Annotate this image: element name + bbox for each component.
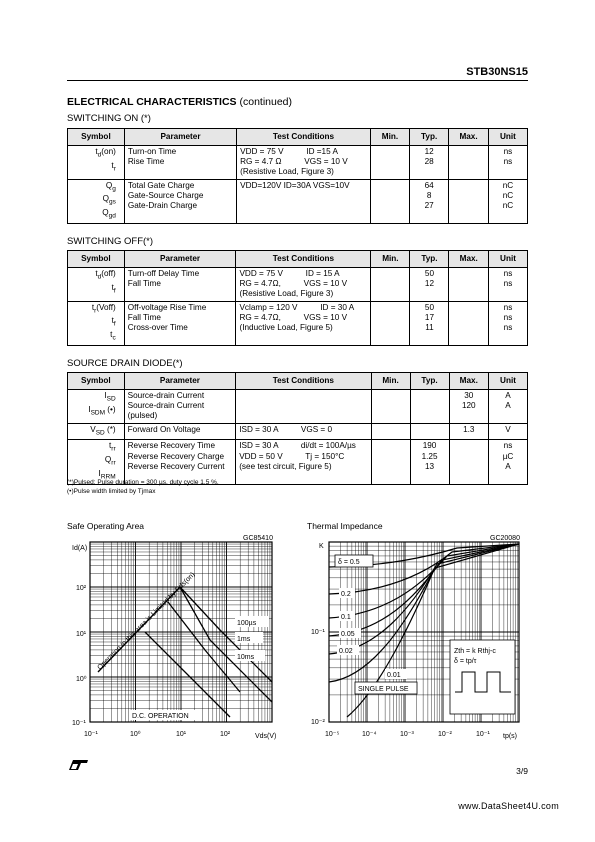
symbol-cell xyxy=(68,179,125,224)
conditions-cell xyxy=(236,268,371,302)
cell-line xyxy=(375,401,407,411)
col-header: Test Conditions xyxy=(237,129,371,146)
thermal-label-0-5: δ = 0.5 xyxy=(338,559,360,566)
st-logo xyxy=(67,758,89,772)
thermal-label-0-02: 0.02 xyxy=(339,648,353,655)
cell-line: (see test circuit, Figure 5) xyxy=(239,461,332,471)
cell-line xyxy=(453,441,485,451)
thermal-ylabel: K xyxy=(319,543,324,550)
unit-cell xyxy=(489,440,528,485)
col-header: Parameter xyxy=(124,129,236,146)
thermal-formula-zth: Zth = k Rthj-c xyxy=(454,648,496,655)
cell-line: 12 xyxy=(424,279,434,289)
col-header: Parameter xyxy=(124,251,236,268)
cell-line xyxy=(374,157,406,167)
cell-line: ns xyxy=(503,323,513,333)
cell-line: Source-drain Current (pulsed) xyxy=(127,401,205,421)
cell-line: Turn-on Time xyxy=(127,147,177,156)
soa-label-1ms: 1ms xyxy=(237,636,251,643)
cell-line xyxy=(374,323,406,333)
typ-cell xyxy=(410,390,449,424)
cell-line xyxy=(374,303,406,313)
col-header: Unit xyxy=(489,373,528,390)
switching-off-table xyxy=(67,250,528,346)
switching-on-title: SWITCHING ON (*) xyxy=(67,113,151,124)
cell-line: Cross-over Time xyxy=(127,323,188,333)
cell-line xyxy=(414,391,446,401)
cell-line xyxy=(452,181,485,191)
cell-line: $V_{SD}$ (*) xyxy=(90,424,116,437)
cell-line: 50 xyxy=(424,302,434,312)
cell-line: Reverse Recovery Current xyxy=(127,461,225,471)
conditions-cell xyxy=(237,179,371,224)
cell-line xyxy=(452,303,485,313)
cell-line: (Resistive Load, Figure 3) xyxy=(239,289,334,299)
cell-line xyxy=(239,391,367,401)
section-title-text: ELECTRICAL CHARACTERISTICS xyxy=(67,96,237,108)
col-header: Unit xyxy=(488,129,527,146)
max-cell xyxy=(449,423,488,440)
page-number: 3/9 xyxy=(516,766,528,776)
conditions-cell xyxy=(236,390,371,424)
thermal-xtick-m5: 10⁻⁵ xyxy=(325,731,340,738)
col-header: Min. xyxy=(370,129,409,146)
symbol-cell xyxy=(68,390,125,424)
parameter-cell xyxy=(124,301,236,346)
unit-cell xyxy=(488,268,527,302)
typ-cell xyxy=(410,440,449,485)
cell-line: $I_{SD}$ xyxy=(104,391,116,403)
symbol-cell xyxy=(68,146,125,180)
typ-cell xyxy=(410,268,449,302)
cell-line: nC xyxy=(502,201,514,211)
cell-line: VDD = 75 V ID = 15 A xyxy=(239,269,340,278)
section-title-suffix: (continued) xyxy=(239,96,293,108)
thermal-label-0-1: 0.1 xyxy=(341,614,351,621)
cell-line: 11 xyxy=(425,323,434,333)
cell-line: $Q_g$ xyxy=(105,180,116,193)
cell-line: Reverse Recovery Time xyxy=(127,441,215,451)
soa-label-10ms: 10ms xyxy=(237,654,255,661)
cell-line xyxy=(452,147,485,157)
min-cell xyxy=(371,440,410,485)
max-cell xyxy=(449,390,488,424)
cell-line: V xyxy=(505,424,511,434)
col-header: Symbol xyxy=(68,129,125,146)
parameter-cell xyxy=(124,390,236,424)
soa-limit-annotation: Operation in this area is Limited by Rds(on) xyxy=(96,571,197,672)
thermal-xlabel: tp(s) xyxy=(503,733,517,740)
table-row xyxy=(68,268,528,302)
thermal-xtick-m4: 10⁻⁴ xyxy=(362,731,377,738)
cell-line xyxy=(374,313,406,323)
cell-line xyxy=(374,147,406,157)
cell-line: Gate-Drain Charge xyxy=(127,201,198,211)
cell-line xyxy=(452,157,485,167)
cell-line: Vclamp = 120 V ID = 30 A xyxy=(239,302,355,312)
cell-line: Gate-Source Charge xyxy=(127,190,204,200)
thermal-formula-delta: δ = tp/τ xyxy=(454,658,477,665)
min-cell xyxy=(371,390,410,424)
symbol-cell xyxy=(68,301,125,346)
cell-line: ns xyxy=(503,147,513,156)
cell-line xyxy=(414,425,446,435)
cell-line xyxy=(375,425,407,435)
cell-line: Fall Time xyxy=(127,279,161,289)
typ-cell xyxy=(410,146,449,180)
cell-line: ns xyxy=(503,157,513,167)
soa-xlabel: Vds(V) xyxy=(255,733,277,740)
cell-line: A xyxy=(505,401,511,411)
max-cell xyxy=(449,440,488,485)
soa-xtick-m1: 10⁻¹ xyxy=(84,731,98,738)
parameter-cell xyxy=(124,146,236,180)
soa-code: GC85410 xyxy=(243,535,273,542)
cell-line: $Q_{rr}$ xyxy=(104,455,116,467)
cell-line: ns xyxy=(503,302,513,312)
cell-line: Reverse Recovery Charge xyxy=(127,451,225,461)
soa-dc-label: D.C. OPERATION xyxy=(132,713,189,720)
thermal-label-0-2: 0.2 xyxy=(341,591,351,598)
part-number: STB30NS15 xyxy=(466,66,528,78)
table-row xyxy=(68,179,528,224)
cell-line: RG = 4.7Ω, VGS = 10 V xyxy=(239,312,348,322)
source-drain-table xyxy=(67,372,528,485)
cell-line: Source-drain Current xyxy=(127,391,205,400)
cell-line: RG = 4.7Ω, VGS = 10 V xyxy=(239,279,348,289)
cell-line: 120 xyxy=(461,401,476,411)
cell-line xyxy=(452,279,485,289)
symbol-cell xyxy=(68,268,125,302)
parameter-cell xyxy=(124,179,236,224)
cell-line: $t_r(Voff)$ xyxy=(91,302,116,315)
soa-ytick-1: 10¹ xyxy=(76,631,87,638)
thermal-xtick-m2: 10⁻² xyxy=(438,731,452,738)
cell-line: Off-voltage Rise Time xyxy=(127,302,207,312)
cell-line: 1.3 xyxy=(463,424,475,434)
cell-line: Rise Time xyxy=(127,157,165,167)
cell-line xyxy=(452,201,485,211)
cell-line: A xyxy=(505,391,511,400)
cell-line xyxy=(375,391,407,401)
section-title xyxy=(67,96,292,108)
col-header: Symbol xyxy=(68,251,125,268)
cell-line: Fall Time xyxy=(127,312,161,322)
cell-line: A xyxy=(505,461,511,471)
col-header: Symbol xyxy=(68,373,125,390)
unit-cell xyxy=(488,301,527,346)
unit-cell xyxy=(488,146,527,180)
cell-line: 27 xyxy=(424,201,434,211)
soa-xtick-2: 10² xyxy=(220,731,231,738)
cell-line: (Resistive Load, Figure 3) xyxy=(240,167,334,177)
cell-line xyxy=(452,313,485,323)
conditions-cell xyxy=(236,423,371,440)
table-row xyxy=(68,301,528,346)
cell-line xyxy=(374,269,406,279)
symbol-cell xyxy=(68,423,125,440)
table-row xyxy=(68,390,528,424)
soa-label-100us: 100µs xyxy=(237,620,257,627)
conditions-cell xyxy=(237,146,371,180)
cell-line: VDD = 75 V ID =15 A xyxy=(240,147,338,156)
note-pulsed: (*)Pulsed: Pulse duration = 300 µs, duty cycle 1.5 %. xyxy=(67,479,219,486)
cell-line: 17 xyxy=(424,312,434,322)
cell-line: RG = 4.7 Ω VGS = 10 V xyxy=(240,157,348,167)
cell-line: ns xyxy=(503,441,513,451)
unit-cell xyxy=(489,390,528,424)
cell-line: Forward On Voltage xyxy=(127,424,201,434)
cell-line: 190 xyxy=(422,441,437,451)
thermal-caption: Thermal Impedance xyxy=(307,521,383,531)
switching-on-table xyxy=(67,128,528,224)
max-cell xyxy=(449,301,489,346)
soa-xtick-1: 10¹ xyxy=(176,731,187,738)
soa-ytick-m1: 10⁻¹ xyxy=(72,720,86,727)
cell-line: 64 xyxy=(424,180,434,190)
col-header: Test Conditions xyxy=(236,373,371,390)
cell-line: (Inductive Load, Figure 5) xyxy=(239,323,333,333)
thermal-code: GC20080 xyxy=(490,535,520,542)
cell-line xyxy=(375,461,407,471)
source-drain-title: SOURCE DRAIN DIODE(*) xyxy=(67,358,183,369)
cell-line: $t_f$ xyxy=(111,316,116,329)
thermal-xtick-m3: 10⁻³ xyxy=(400,731,414,738)
col-header: Unit xyxy=(488,251,527,268)
min-cell xyxy=(371,301,410,346)
min-cell xyxy=(371,268,410,302)
cell-line: Total Gate Charge xyxy=(127,180,195,190)
min-cell xyxy=(370,179,409,224)
cell-line: µC xyxy=(502,451,514,461)
cell-line: VDD=120V ID=30A VGS=10V xyxy=(240,180,350,190)
cell-line xyxy=(453,451,485,461)
soa-ylabel: Id(A) xyxy=(72,545,88,552)
switching-off-title: SWITCHING OFF(*) xyxy=(67,236,154,247)
cell-line: ns xyxy=(503,269,513,278)
typ-cell xyxy=(410,179,449,224)
col-header: Parameter xyxy=(124,373,236,390)
min-cell xyxy=(371,423,410,440)
col-header: Typ. xyxy=(410,251,449,268)
typ-cell xyxy=(410,301,449,346)
col-header: Test Conditions xyxy=(236,251,371,268)
cell-line: $Q_{gs}$ xyxy=(102,194,116,207)
thermal-label-0-01: 0.01 xyxy=(387,672,401,679)
soa-xtick-0: 10⁰ xyxy=(130,731,141,738)
cell-line: $t_r$ xyxy=(111,160,116,173)
cell-line xyxy=(374,201,406,211)
cell-line: 12 xyxy=(424,147,434,156)
cell-line xyxy=(452,269,485,279)
col-header: Min. xyxy=(371,251,410,268)
cell-line: nC xyxy=(502,180,514,190)
cell-line xyxy=(375,451,407,461)
cell-line: $t_f$ xyxy=(111,282,116,295)
cell-line xyxy=(452,191,485,201)
cell-line xyxy=(375,441,407,451)
typ-cell xyxy=(410,423,449,440)
cell-line: Turn-off Delay Time xyxy=(127,269,200,278)
parameter-cell xyxy=(124,268,236,302)
cell-line: ns xyxy=(503,312,513,322)
thermal-ytick-m1: 10⁻¹ xyxy=(311,629,325,636)
col-header: Max. xyxy=(449,129,489,146)
thermal-ytick-m2: 10⁻² xyxy=(311,719,325,726)
unit-cell xyxy=(488,179,527,224)
min-cell xyxy=(370,146,409,180)
max-cell xyxy=(449,268,489,302)
cell-line: 1.25 xyxy=(421,451,438,461)
cell-line: $t_d(on)$ xyxy=(95,147,116,159)
cell-line: ns xyxy=(503,279,513,289)
cell-line: 13 xyxy=(424,461,435,471)
cell-line: $t_{rr}$ xyxy=(109,441,116,454)
thermal-label-0-05: 0.05 xyxy=(341,631,355,638)
table-row xyxy=(68,423,528,440)
thermal-xtick-m1: 10⁻¹ xyxy=(476,731,490,738)
cell-line: 30 xyxy=(464,391,474,400)
cell-line: ISD = 30 A di/dt = 100A/µs xyxy=(239,441,356,451)
conditions-cell xyxy=(236,301,371,346)
cell-line xyxy=(414,401,446,411)
cell-line xyxy=(374,279,406,289)
cell-line: $t_c$ xyxy=(110,330,116,342)
soa-ytick-0: 10⁰ xyxy=(76,676,87,683)
cell-line xyxy=(374,181,406,191)
soa-caption: Safe Operating Area xyxy=(67,521,145,531)
cell-line: nC xyxy=(502,190,514,200)
soa-graph xyxy=(70,532,288,744)
cell-line: $t_d(off)$ xyxy=(95,269,116,281)
cell-line: $Q_{gd}$ xyxy=(102,208,116,220)
table-row xyxy=(68,146,528,180)
header-rule xyxy=(67,80,528,81)
cell-line xyxy=(453,461,485,471)
cell-line: $I_{RRM}$ xyxy=(98,469,116,481)
col-header: Typ. xyxy=(410,373,449,390)
cell-line: 28 xyxy=(424,157,434,167)
cell-line: 50 xyxy=(424,269,434,278)
cell-line: VDD = 50 V Tj = 150°C xyxy=(239,451,345,461)
col-header: Min. xyxy=(371,373,410,390)
max-cell xyxy=(449,179,489,224)
cell-line xyxy=(374,191,406,201)
thermal-single-pulse: SINGLE PULSE xyxy=(358,686,409,693)
conditions-cell xyxy=(236,440,371,485)
col-header: Max. xyxy=(449,373,488,390)
cell-line: 8 xyxy=(426,190,432,200)
max-cell xyxy=(449,146,489,180)
soa-ytick-2: 10² xyxy=(76,585,87,592)
parameter-cell xyxy=(124,423,236,440)
cell-line xyxy=(452,323,485,333)
note-pulse-width: (•)Pulse width limited by Tjmax xyxy=(67,488,156,495)
thermal-graph xyxy=(307,532,532,744)
cell-line: ISD = 30 A VGS = 0 xyxy=(239,424,333,434)
cell-line: $I_{SDM}$ (•) xyxy=(88,404,116,417)
footer-url: www.DataSheet4U.com xyxy=(458,801,559,811)
col-header: Max. xyxy=(449,251,489,268)
unit-cell xyxy=(489,423,528,440)
col-header: Typ. xyxy=(410,129,449,146)
